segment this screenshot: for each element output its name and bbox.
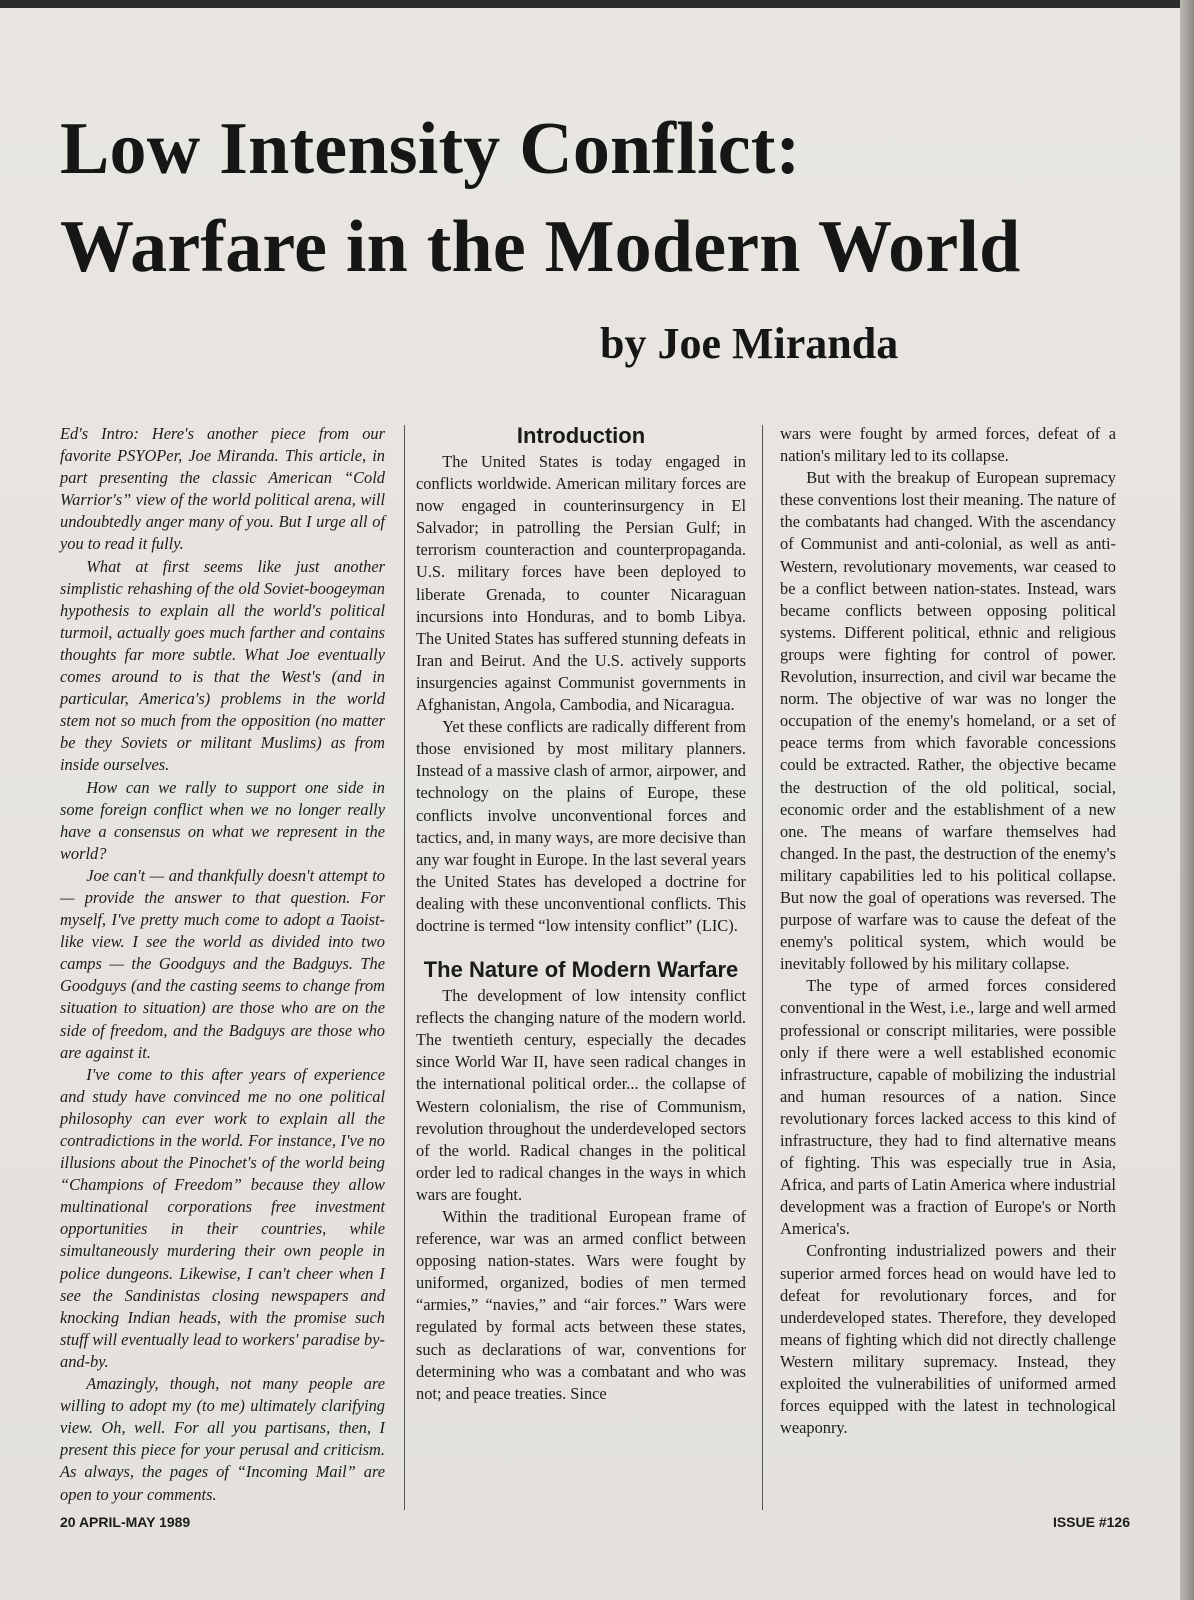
column-divider-1 xyxy=(404,425,405,1510)
body-paragraph: Within the traditional European frame of reference, war was an armed conflict between opposing nation-states. Wars were fought by uniformed, organized, bodies of men termed “armies,” “navies,” and “air forces.” Wars were regulated by formal acts between these states, such as declarations of war, conventions for determining who was a combatant and who was not; and peace treaties. Since xyxy=(416,1207,746,1403)
column-divider-2 xyxy=(762,425,763,1510)
body-paragraph: The type of armed forces considered conventional in the West, i.e., large and well armed professional or conscript militaries, were possible only if there were a well established economic infrastructure, capable of mobilizing the industrial and human resources of a nation. Since revolutionary forces lacked access to this kind of infrastructure, they had to find alternative means of fighting. This was especially true in Asia, Africa, and parts of Latin America where industrial development was a fraction of Europe's or North America's. xyxy=(780,976,1116,1239)
scan-edge-right xyxy=(1180,0,1194,1600)
footer-issue-number: ISSUE #126 xyxy=(1052,1514,1130,1530)
body-paragraph: Yet these conflicts are radically different from those envisioned by most military planners. Instead of a massive clash of armor, airpower, and technology on the plains of Europe, these conflicts involve unconventional forces and tactics, and, in many ways, are more decisive than any war fought in Europe. In the last several years the United States has developed a doctrine for dealing with these unconventional conflicts. This doctrine is termed “low intensity conflict” (LIC). xyxy=(416,717,746,935)
intro-paragraph: Joe can't — and thankfully doesn't attempt to — provide the answer to that question. For myself, I've pretty much come to adopt a Taoist-like view. I see the world as divided into two camps — the Goodguys and the Badguys. The Goodguys (and the casting seems to change from situation to situation) are those who are on the side of freedom, and the Badguys are those who are against it. xyxy=(60,865,385,1062)
body-paragraph: But with the breakup of European supremacy these conventions lost their meaning. The nature of the combatants had changed. With the ascendancy of Communist and anti-colonial, as well as anti-Western, revolutionary movements, war ceased to be a conflict between nation-states. Instead, wars became conflicts between opposing political systems. Different political, ethnic and religious groups were fighting for control of power. Revolution, insurrection, and civil war became the norm. The objective of war was no longer the occupation of the enemy's homeland, or a set of peace terms from which favorable concessions could be extracted. Rather, the objective became the destruction of the old political, social, economic order and the establishment of a new one. The means of warfare themselves had changed. In the past, the destruction of the enemy's military capabilities led to his political collapse. But now the goal of operations was reversed. The purpose of warfare was to cause the defeat of the enemy's political system, which would be inevitably followed by his military collapse. xyxy=(780,468,1116,974)
middle-column xyxy=(416,423,746,1405)
body-paragraph: wars were fought by armed forces, defeat of a nation's military led to its collapse. xyxy=(780,424,1116,466)
title-line-2: Warfare in the Modern World xyxy=(60,206,1021,288)
intro-paragraph: How can we rally to support one side in some foreign conflict when we no longer really have a consensus on what we represent in the world? xyxy=(60,777,385,863)
article-title xyxy=(60,100,1140,296)
title-line-1: Low Intensity Conflict: xyxy=(60,108,801,190)
article-byline: by Joe Miranda xyxy=(600,319,899,368)
section-heading-introduction: Introduction xyxy=(516,423,646,448)
intro-paragraph: I've come to this after years of experience and study have convinced me no one political philosophy can ever work to explain all the contradictions in the world. For instance, I've no illusions about the Pinochet's of the world being “Champions of Freedom” because they allow multinational corporations free investment opportunities in their countries, while simultaneously murdering their own people in police dungeons. Likewise, I can't cheer when I see the Sandinistas closing newspapers and knocking Indian heads, with the promise such stuff will eventually lead to workers' paradise by-and-by. xyxy=(60,1064,385,1371)
intro-paragraph: Ed's Intro: Here's another piece from our favorite PSYOPer, Joe Miranda. This article, in part presenting the classic American “Cold Warrior's” view of the world political arena, will undoubtedly anger many of you. But I urge all of you to read it fully. xyxy=(60,424,385,554)
body-paragraph: The development of low intensity conflict reflects the changing nature of the modern world. The twentieth century, especially the decades since World War II, have seen radical changes in the international political order... the collapse of Western colonialism, the rise of Communism, revolution throughout the underdeveloped sectors of the world. Radical changes in the political order led to radical changes in the ways in which wars are fought. xyxy=(416,986,746,1204)
intro-paragraph: Amazingly, though, not many people are willing to adopt my (to me) ultimately clarifying view. Oh, well. For all you partisans, then, I present this piece for your perusal and criticism. As always, the pages of “Incoming Mail” are open to your comments. xyxy=(60,1374,385,1504)
section-heading-nature-of-warfare: The Nature of Modern Warfare xyxy=(423,957,739,983)
scan-edge-top xyxy=(0,0,1194,8)
footer-page-date: 20 APRIL-MAY 1989 xyxy=(60,1514,191,1530)
right-column xyxy=(780,423,1116,1439)
body-paragraph: Confronting industrialized powers and their superior armed forces head on would have led to defeat for revolutionary forces, and for underdeveloped states. Therefore, they developed means of fighting which did not directly challenge Western military supremacy. Instead, they exploited the vulnerabilities of uniformed armed forces equipped with the latest in technological weaponry. xyxy=(780,1241,1116,1438)
editor-intro-column xyxy=(60,423,385,1506)
body-paragraph: The United States is today engaged in conflicts worldwide. American military forces are now engaged in counterinsurgency in El Salvador; in patrolling the Persian Gulf; in terrorism counteraction and counterpropaganda. U.S. military forces have been deployed to liberate Grenada, to counter Nicaraguan incursions into Honduras, and to bomb Libya. The United States has suffered stunning defeats in Iran and Beirut. And the U.S. actively supports insurgencies against Communist governments in Afghanistan, Angola, Cambodia, and Nicaragua. xyxy=(416,452,746,715)
intro-paragraph: What at first seems like just another simplistic rehashing of the old Soviet-boogeyman hypothesis to explain all the world's political turmoil, actually goes much farther and contains thoughts far more subtle. What Joe eventually comes around to is that the West's (and in particular, America's) problems in the world stem not so much from the opposition (no matter be they Soviets or militant Muslims) as from inside ourselves. xyxy=(60,556,385,775)
